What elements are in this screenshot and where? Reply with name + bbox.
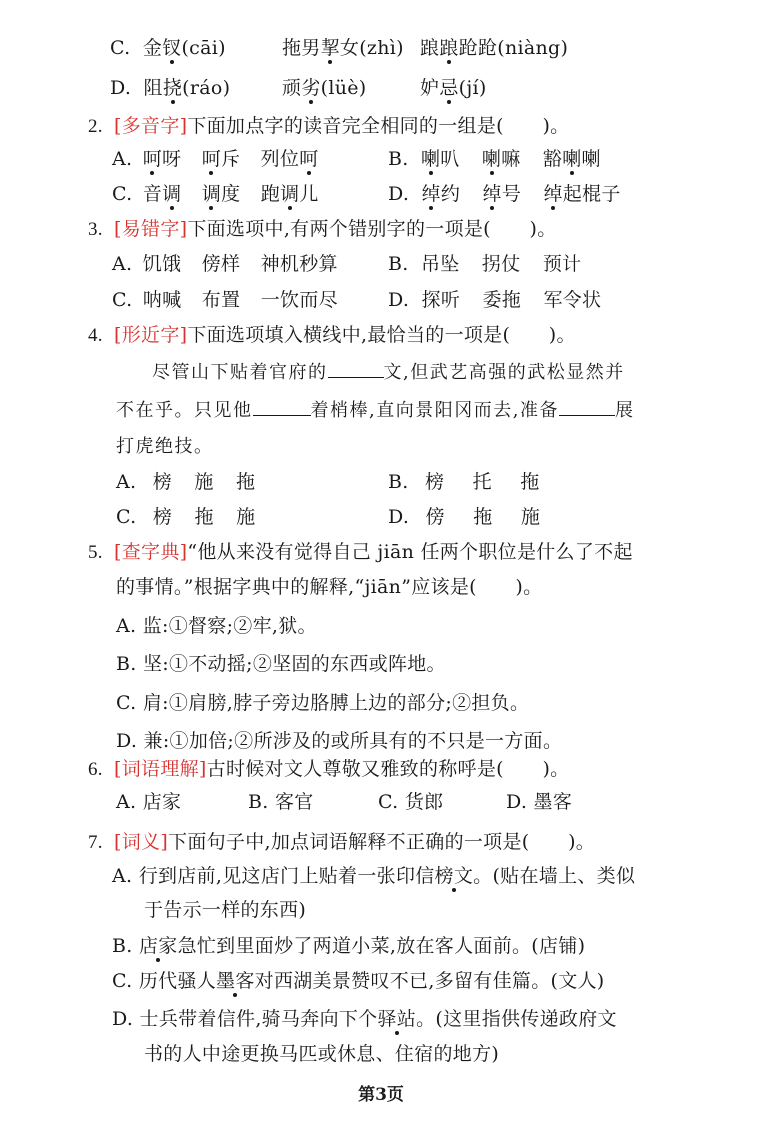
q2-option-a: A. 呵呀 呵斥 列位呵 <box>112 148 319 170</box>
q5-option-c: C. 肩:①肩膀,脖子旁边胳膊上边的部分;②担负。 <box>116 692 530 714</box>
q2-option-c: C. 音调 调度 跑调儿 <box>112 183 319 205</box>
q3-tag: [易错字] <box>114 218 188 240</box>
q2-option-d: D. 绰约 绰号 绰起棍子 <box>388 183 621 205</box>
q7-option-d: D. 士兵带着信件,骑马奔向下个驿站。(这里指供传递政府文 <box>112 1008 617 1030</box>
q3-option-c: C. 呐喊 布置 一饮而尽 <box>112 289 338 311</box>
q4-passage-line-3: 打虎绝技。 <box>116 436 214 457</box>
q6-tag: [词语理解] <box>114 758 207 780</box>
q2-tag: [多音字] <box>114 115 188 137</box>
q4-option-c: C. 榜 拖 施 <box>116 506 256 528</box>
q5-stem-cont: 的事情。”根据字典中的解释,“jiān”应该是( )。 <box>116 576 543 598</box>
q4-passage-line-1: 尽管山下贴着官府的 文,但武艺高强的武松显然并 <box>152 359 625 387</box>
q4-tag: [形近字] <box>114 324 188 346</box>
q4-blank-1[interactable] <box>328 359 384 378</box>
q3-option-b: B. 吊坠 拐仗 预计 <box>388 253 582 275</box>
q3-option-a: A. 饥饿 傍样 神机秒算 <box>112 253 338 275</box>
q1-option-d: D. 阻挠(ráo) 顽劣(lüè) 妒忌(jí) <box>110 77 487 99</box>
q6-option-b: B. 客官 <box>248 791 314 813</box>
q2-option-b: B. 喇叭 喇嘛 豁喇喇 <box>388 148 601 170</box>
q7-stem: 7. [词义]下面句子中,加点词语解释不正确的一项是( )。 <box>88 831 596 853</box>
q4-passage-line-2: 不在乎。只见他 着梢棒,直向景阳冈而去,准备 展 <box>116 397 634 425</box>
q6-option-c: C. 货郎 <box>378 791 444 813</box>
q7-option-a-cont: 于告示一样的东西) <box>144 899 307 921</box>
q5-stem: 5. [查字典]“他从来没有觉得自己 jiān 任两个职位是什么了不起 <box>88 541 633 563</box>
q7-option-c: C. 历代骚人墨客对西湖美景赞叹不已,多留有佳篇。(文人) <box>112 970 605 992</box>
q1-option-c: C. 金钗(cāi) 拖男挈女(zhì) 踉踉跄跄(niàng) <box>110 37 569 59</box>
q6-option-a: A. 店家 <box>116 791 182 813</box>
q4-blank-3[interactable] <box>559 397 615 416</box>
q5-option-b: B. 坚:①不动摇;②坚固的东西或阵地。 <box>116 653 446 675</box>
q7-option-a: A. 行到店前,见这店门上贴着一张印信榜文。(贴在墙上、类似 <box>112 865 636 887</box>
page-number: 第3页 <box>358 1085 404 1105</box>
q5-tag: [查字典] <box>114 541 188 563</box>
q7-tag: [词义] <box>114 831 169 853</box>
q5-option-d: D. 兼:①加倍;②所涉及的或所具有的不只是一方面。 <box>116 730 563 752</box>
q6-stem: 6. [词语理解]古时候对文人尊敬又雅致的称呼是( )。 <box>88 758 570 780</box>
q4-option-d: D. 傍 拖 施 <box>388 506 541 528</box>
q5-option-a: A. 监:①督察;②牢,狱。 <box>116 615 317 637</box>
q4-option-a: A. 榜 施 拖 <box>116 471 256 493</box>
q4-option-b: B. 榜 托 拖 <box>388 471 540 493</box>
q4-blank-2[interactable] <box>253 397 311 416</box>
q3-option-d: D. 探听 委拖 军令状 <box>388 289 602 311</box>
q4-stem: 4. [形近字]下面选项填入横线中,最恰当的一项是( )。 <box>88 324 576 346</box>
q7-option-b: B. 店家急忙到里面炒了两道小菜,放在客人面前。(店铺) <box>112 935 586 957</box>
q6-option-d: D. 墨客 <box>506 791 573 813</box>
q2-stem: 2. [多音字]下面加点字的读音完全相同的一组是( )。 <box>88 115 570 137</box>
q3-stem: 3. [易错字]下面选项中,有两个错别字的一项是( )。 <box>88 218 557 240</box>
q7-option-d-cont: 书的人中途更换马匹或休息、住宿的地方) <box>144 1043 500 1065</box>
